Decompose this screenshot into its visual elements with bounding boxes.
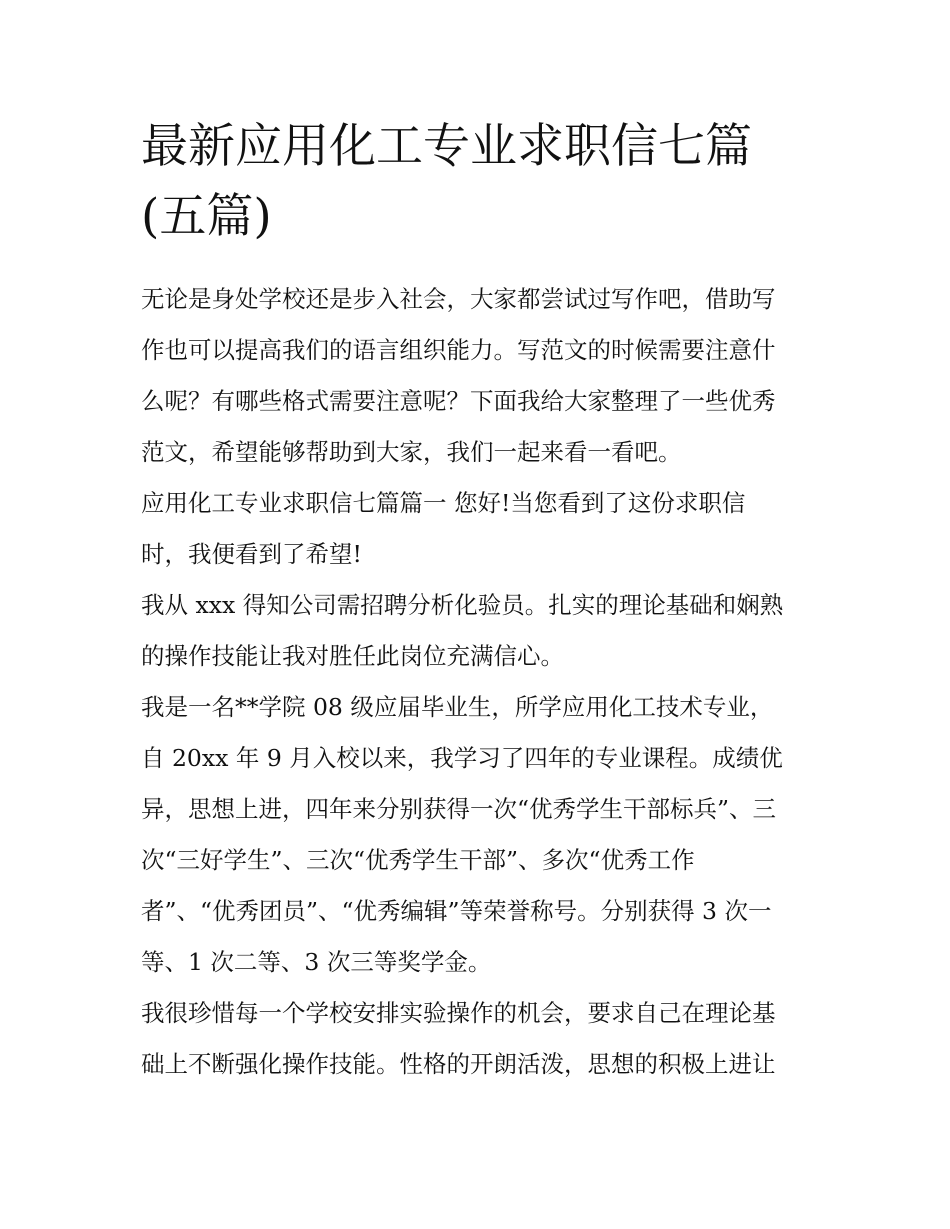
body-line: 的操作技能让我对胜任此岗位充满信心。 [141, 642, 564, 670]
title-line-1: 最新应用化工专业求职信七篇 [141, 119, 752, 174]
document-body [141, 274, 813, 1090]
body-line: 时，我便看到了希望! [141, 540, 362, 568]
body-line: 我很珍惜每一个学校安排实验操作的机会，要求自己在理论基 [141, 999, 776, 1027]
body-line: 作也可以提高我们的语言组织能力。写范文的时候需要注意什 [141, 336, 776, 364]
document-title [141, 112, 813, 252]
body-line: 异，思想上进，四年来分别获得一次“优秀学生干部标兵”、三 [141, 795, 777, 823]
body-line: 我是一名**学院 08 级应届毕业生，所学应用化工技术专业， [141, 693, 774, 721]
body-line: 次“三好学生”、三次“优秀学生干部”、多次“优秀工作 [141, 846, 695, 874]
body-line: 么呢？有哪些格式需要注意呢？下面我给大家整理了一些优秀 [141, 387, 776, 415]
body-line: 础上不断强化操作技能。性格的开朗活泼，思想的积极上进让 [141, 1050, 776, 1078]
body-line: 自 20xx 年 9 月入校以来，我学习了四年的专业课程。成绩优 [141, 744, 783, 772]
body-line: 等、1 次二等、3 次三等奖学金。 [141, 948, 492, 976]
title-line-2: (五篇) [141, 189, 272, 244]
body-line: 范文，希望能够帮助到大家，我们一起来看一看吧。 [141, 438, 682, 466]
body-line: 者”、“优秀团员”、“优秀编辑”等荣誉称号。分别获得 3 次一 [141, 897, 772, 925]
document-content [141, 112, 813, 1090]
body-line: 我从 xxx 得知公司需招聘分析化验员。扎实的理论基础和娴熟 [141, 591, 784, 619]
body-line: 无论是身处学校还是步入社会，大家都尝试过写作吧，借助写 [141, 285, 776, 313]
body-line: 应用化工专业求职信七篇篇一 您好!当您看到了这份求职信 [141, 489, 746, 517]
